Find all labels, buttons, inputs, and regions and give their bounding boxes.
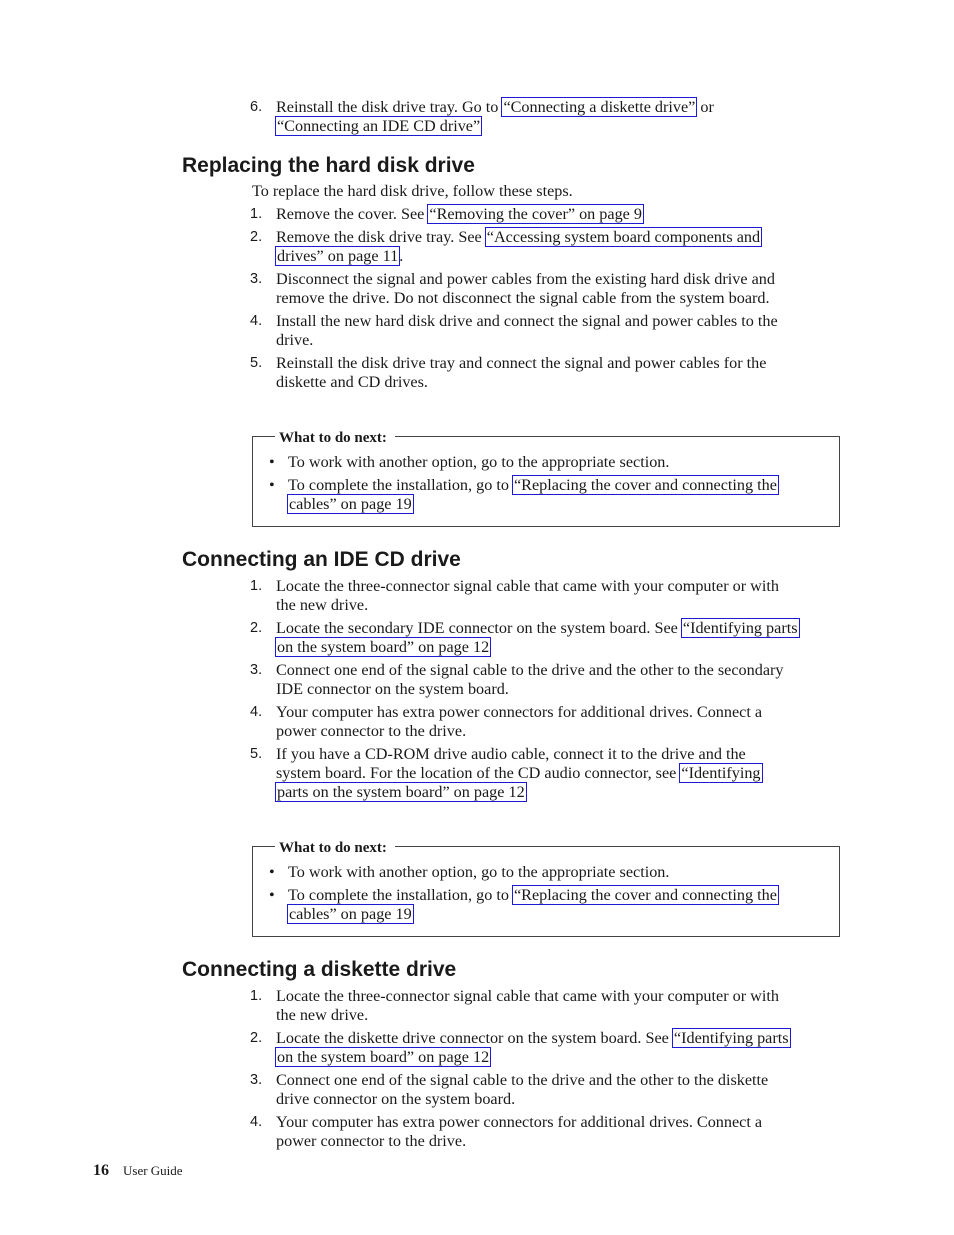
link-identifying-parts[interactable]: “Identifying parts	[682, 619, 798, 637]
step-number: 6.	[250, 99, 263, 115]
link-identifying-parts[interactable]: “Identifying parts	[673, 1029, 789, 1047]
link-identifying-parts-cont[interactable]: on the system board” on page 12	[277, 638, 490, 656]
list-item: 2. Remove the disk drive tray. See “Accessing system board components and drives” on page 11.	[250, 228, 761, 265]
cd-steps	[250, 577, 840, 806]
list-item: 5. Reinstall the disk drive tray and connect the signal and power cables for the diskette and CD drives.	[250, 354, 767, 391]
bullet-icon: •	[269, 863, 275, 881]
list-item: 1. Remove the cover. See “Removing the cover” on page 9	[250, 205, 643, 223]
box-title: What to do next:	[275, 430, 395, 446]
what-to-do-next-box	[252, 840, 840, 937]
list-item: 3. Connect one end of the signal cable to the drive and the other to the secondary IDE connector on the system board.	[250, 661, 784, 698]
list-item: 4. Install the new hard disk drive and connect the signal and power cables to the drive.	[250, 312, 778, 349]
list-item: • To work with another option, go to the appropriate section.	[269, 453, 670, 471]
list-item: 2. Locate the secondary IDE connector on the system board. See “Identifying parts on the system board” on page 12	[250, 619, 798, 656]
link-connecting-diskette[interactable]: “Connecting a diskette drive”	[503, 98, 696, 116]
link-removing-cover[interactable]: “Removing the cover” on page 9	[429, 205, 643, 223]
link-connecting-ide-cd[interactable]: “Connecting an IDE CD drive”	[277, 117, 481, 135]
link-replacing-cover[interactable]: “Replacing the cover and connecting the	[514, 886, 777, 904]
page-number: 16	[93, 1162, 109, 1179]
box-title: What to do next:	[275, 840, 395, 856]
link-replacing-cover-cont[interactable]: cables” on page 19	[289, 905, 412, 923]
footer-label: User Guide	[123, 1163, 183, 1178]
list-item: 1. Locate the three-connector signal cable that came with your computer or with the new drive.	[250, 577, 779, 614]
heading-connecting-ide-cd: Connecting an IDE CD drive	[182, 548, 461, 571]
link-accessing-components[interactable]: “Accessing system board components and	[486, 228, 761, 246]
list-item: 3. Disconnect the signal and power cables from the existing hard disk drive and remove the drive. Do not disconnect the signal cable from the system board.	[250, 270, 775, 307]
hdd-steps	[250, 205, 840, 396]
list-item: • To complete the installation, go to “Replacing the cover and connecting the cables” on page 19	[269, 886, 777, 923]
link-replacing-cover[interactable]: “Replacing the cover and connecting the	[514, 476, 777, 494]
link-identifying-parts-audio-cont[interactable]: parts on the system board” on page 12	[277, 783, 525, 801]
heading-connecting-diskette: Connecting a diskette drive	[182, 958, 457, 981]
bullet-icon: •	[269, 453, 275, 471]
list-item: 3. Connect one end of the signal cable to the drive and the other to the diskette drive connector on the system board.	[250, 1071, 769, 1108]
list-item: • To complete the installation, go to “Replacing the cover and connecting the cables” on page 19	[269, 476, 777, 513]
link-replacing-cover-cont[interactable]: cables” on page 19	[289, 495, 412, 513]
list-item: 6. Reinstall the disk drive tray. Go to “Connecting a diskette drive” or “Connecting an IDE CD drive”	[250, 98, 714, 135]
step-list-previous	[250, 98, 840, 140]
bullet-icon: •	[269, 476, 275, 494]
list-item: 4. Your computer has extra power connectors for additional drives. Connect a power connector to the drive.	[250, 1113, 763, 1150]
page-footer	[93, 1162, 183, 1180]
diskette-steps	[250, 987, 840, 1155]
bullet-icon: •	[269, 886, 275, 904]
list-item: 4. Your computer has extra power connectors for additional drives. Connect a power connector to the drive.	[250, 703, 763, 740]
link-accessing-components-cont[interactable]: drives” on page 11	[277, 247, 399, 265]
intro-text: To replace the hard disk drive, follow these steps.	[252, 182, 573, 200]
list-item: • To work with another option, go to the appropriate section.	[269, 863, 670, 881]
what-to-do-next-box	[252, 430, 840, 527]
next-steps-list	[269, 453, 829, 518]
link-identifying-parts-cont[interactable]: on the system board” on page 12	[277, 1048, 490, 1066]
next-steps-list	[269, 863, 829, 928]
list-item: 1. Locate the three-connector signal cable that came with your computer or with the new drive.	[250, 987, 779, 1024]
link-identifying-parts-audio[interactable]: “Identifying	[681, 764, 761, 782]
list-item: 5. If you have a CD-ROM drive audio cable, connect it to the drive and the system board. For the location of the CD audio connector, see “Identifying parts on the system board” on page 12	[250, 745, 761, 801]
heading-replacing-hdd: Replacing the hard disk drive	[182, 154, 475, 177]
list-item: 2. Locate the diskette drive connector on the system board. See “Identifying parts on the system board” on page 12	[250, 1029, 789, 1066]
